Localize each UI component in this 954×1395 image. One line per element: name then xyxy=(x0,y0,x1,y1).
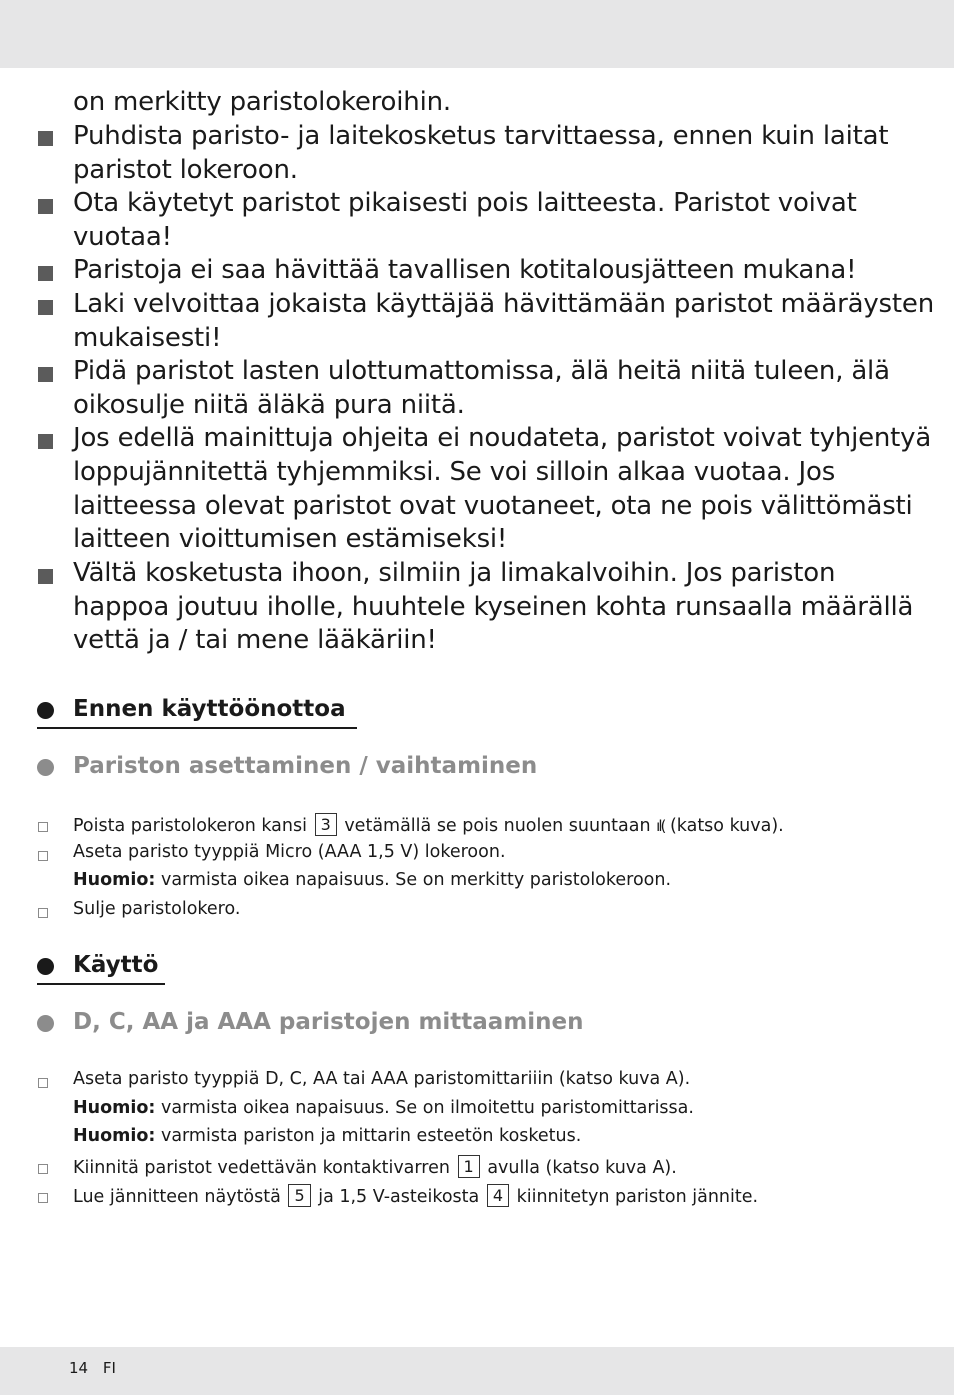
step-close-compartment: Sulje paristolokero. xyxy=(73,899,241,919)
checkbox-icon xyxy=(38,908,48,918)
note-text: varmista pariston ja mittarin esteetön kosketus. xyxy=(160,1126,582,1146)
note-text: varmista oikea napaisuus. Se on merkitty paristolokeroon. xyxy=(160,870,672,890)
note-label: Huomio: xyxy=(73,1126,156,1146)
warning-7-line-2: happoa joutuu iholle, huuhtele kyseinen kohta runsaalla määrällä xyxy=(73,592,914,622)
warning-2-line-1: Ota käytetyt paristot pikaisesti pois laitteesta. Paristot voivat xyxy=(73,188,857,218)
bullet-dot-icon xyxy=(37,958,54,975)
ref-number-box: 3 xyxy=(315,813,337,836)
step-text: Kiinnitä paristot vedettävän kontaktivarren xyxy=(73,1158,450,1178)
step-insert-battery: Aseta paristo tyyppiä Micro (AAA 1,5 V) lokeroon. xyxy=(73,842,506,862)
subsection-title: Pariston asettaminen / vaihtaminen xyxy=(73,753,538,779)
warning-5-line-1: Pidä paristot lasten ulottumattomissa, älä heitä niitä tuleen, älä xyxy=(73,356,890,386)
square-bullet-icon xyxy=(38,569,53,584)
step-remove-cover xyxy=(73,813,784,836)
page-footer-band xyxy=(0,1347,954,1395)
ref-number-box: 4 xyxy=(487,1184,509,1207)
warning-7-line-1: Vältä kosketusta ihoon, silmiin ja limakalvoihin. Jos pariston xyxy=(73,558,836,588)
note-polarity-tester xyxy=(73,1098,694,1118)
note-text: varmista oikea napaisuus. Se on ilmoitettu paristomittarissa. xyxy=(160,1098,694,1118)
warning-5-line-2: oikosulje niitä äläkä pura niitä. xyxy=(73,390,465,420)
bullet-dot-icon xyxy=(37,759,54,776)
subsection-title: D, C, AA ja AAA paristojen mittaaminen xyxy=(73,1009,584,1035)
step-text: kiinnitetyn pariston jännite. xyxy=(516,1187,759,1207)
checkbox-icon xyxy=(38,851,48,861)
page-header-band xyxy=(0,0,954,68)
slide-arrow-icon: ıl( xyxy=(656,817,665,835)
warning-1-line-2: paristot lokeroon. xyxy=(73,155,298,185)
step-text: vetämällä se pois nuolen suuntaan xyxy=(344,816,651,836)
ref-number-box: 1 xyxy=(458,1155,480,1178)
continuation-line: on merkitty paristolokeroihin. xyxy=(73,87,451,117)
warning-6-line-4: laitteen vioittumisen estämiseksi! xyxy=(73,524,508,554)
square-bullet-icon xyxy=(38,434,53,449)
step-text: avulla (katso kuva A). xyxy=(487,1158,677,1178)
warning-6-line-2: loppujännitettä tyhjemmiksi. Se voi silloin alkaa vuotaa. Jos xyxy=(73,457,836,487)
step-attach-battery xyxy=(73,1155,677,1178)
ref-number-box: 5 xyxy=(288,1184,310,1207)
note-label: Huomio: xyxy=(73,1098,156,1118)
square-bullet-icon xyxy=(38,199,53,214)
step-read-voltage xyxy=(73,1184,758,1207)
note-polarity xyxy=(73,870,671,890)
warning-2-line-2: vuotaa! xyxy=(73,222,172,252)
warning-3-line-1: Paristoja ei saa hävittää tavallisen kotitalousjätteen mukana! xyxy=(73,255,857,285)
warning-6-line-1: Jos edellä mainittuja ohjeita ei noudateta, paristot voivat tyhjentyä xyxy=(73,423,932,453)
language-code: FI xyxy=(102,1359,116,1377)
step-text: ja 1,5 V-asteikosta xyxy=(318,1187,480,1207)
heading-underline xyxy=(37,727,357,729)
warning-7-line-3: vettä ja / tai mene lääkäriin! xyxy=(73,625,437,655)
page-footer xyxy=(69,1359,126,1377)
bullet-dot-icon xyxy=(37,1015,54,1032)
page-number: 14 xyxy=(69,1359,89,1377)
square-bullet-icon xyxy=(38,131,53,146)
bullet-dot-icon xyxy=(37,702,54,719)
step-text: Poista paristolokeron kansi xyxy=(73,816,307,836)
warning-1-line-1: Puhdista paristo- ja laitekosketus tarvittaessa, ennen kuin laitat xyxy=(73,121,889,151)
step-text: Lue jännitteen näytöstä xyxy=(73,1187,281,1207)
note-label: Huomio: xyxy=(73,870,156,890)
square-bullet-icon xyxy=(38,367,53,382)
section-title: Ennen käyttöönottoa xyxy=(73,696,346,722)
square-bullet-icon xyxy=(38,266,53,281)
checkbox-icon xyxy=(38,1164,48,1174)
warning-6-line-3: laitteessa olevat paristot ovat vuotaneet, ota ne pois välittömästi xyxy=(73,491,913,521)
section-title: Käyttö xyxy=(73,952,159,978)
note-contact xyxy=(73,1126,581,1146)
warning-4-line-1: Laki velvoittaa jokaista käyttäjää hävittämään paristot määräysten xyxy=(73,289,934,319)
checkbox-icon xyxy=(38,1078,48,1088)
warning-4-line-2: mukaisesti! xyxy=(73,323,222,353)
checkbox-icon xyxy=(38,822,48,832)
heading-underline xyxy=(37,983,165,985)
step-text: (katso kuva). xyxy=(669,816,784,836)
square-bullet-icon xyxy=(38,300,53,315)
checkbox-icon xyxy=(38,1193,48,1203)
step-insert-battery-tester: Aseta paristo tyyppiä D, C, AA tai AAA paristomittariiin (katso kuva A). xyxy=(73,1069,691,1089)
